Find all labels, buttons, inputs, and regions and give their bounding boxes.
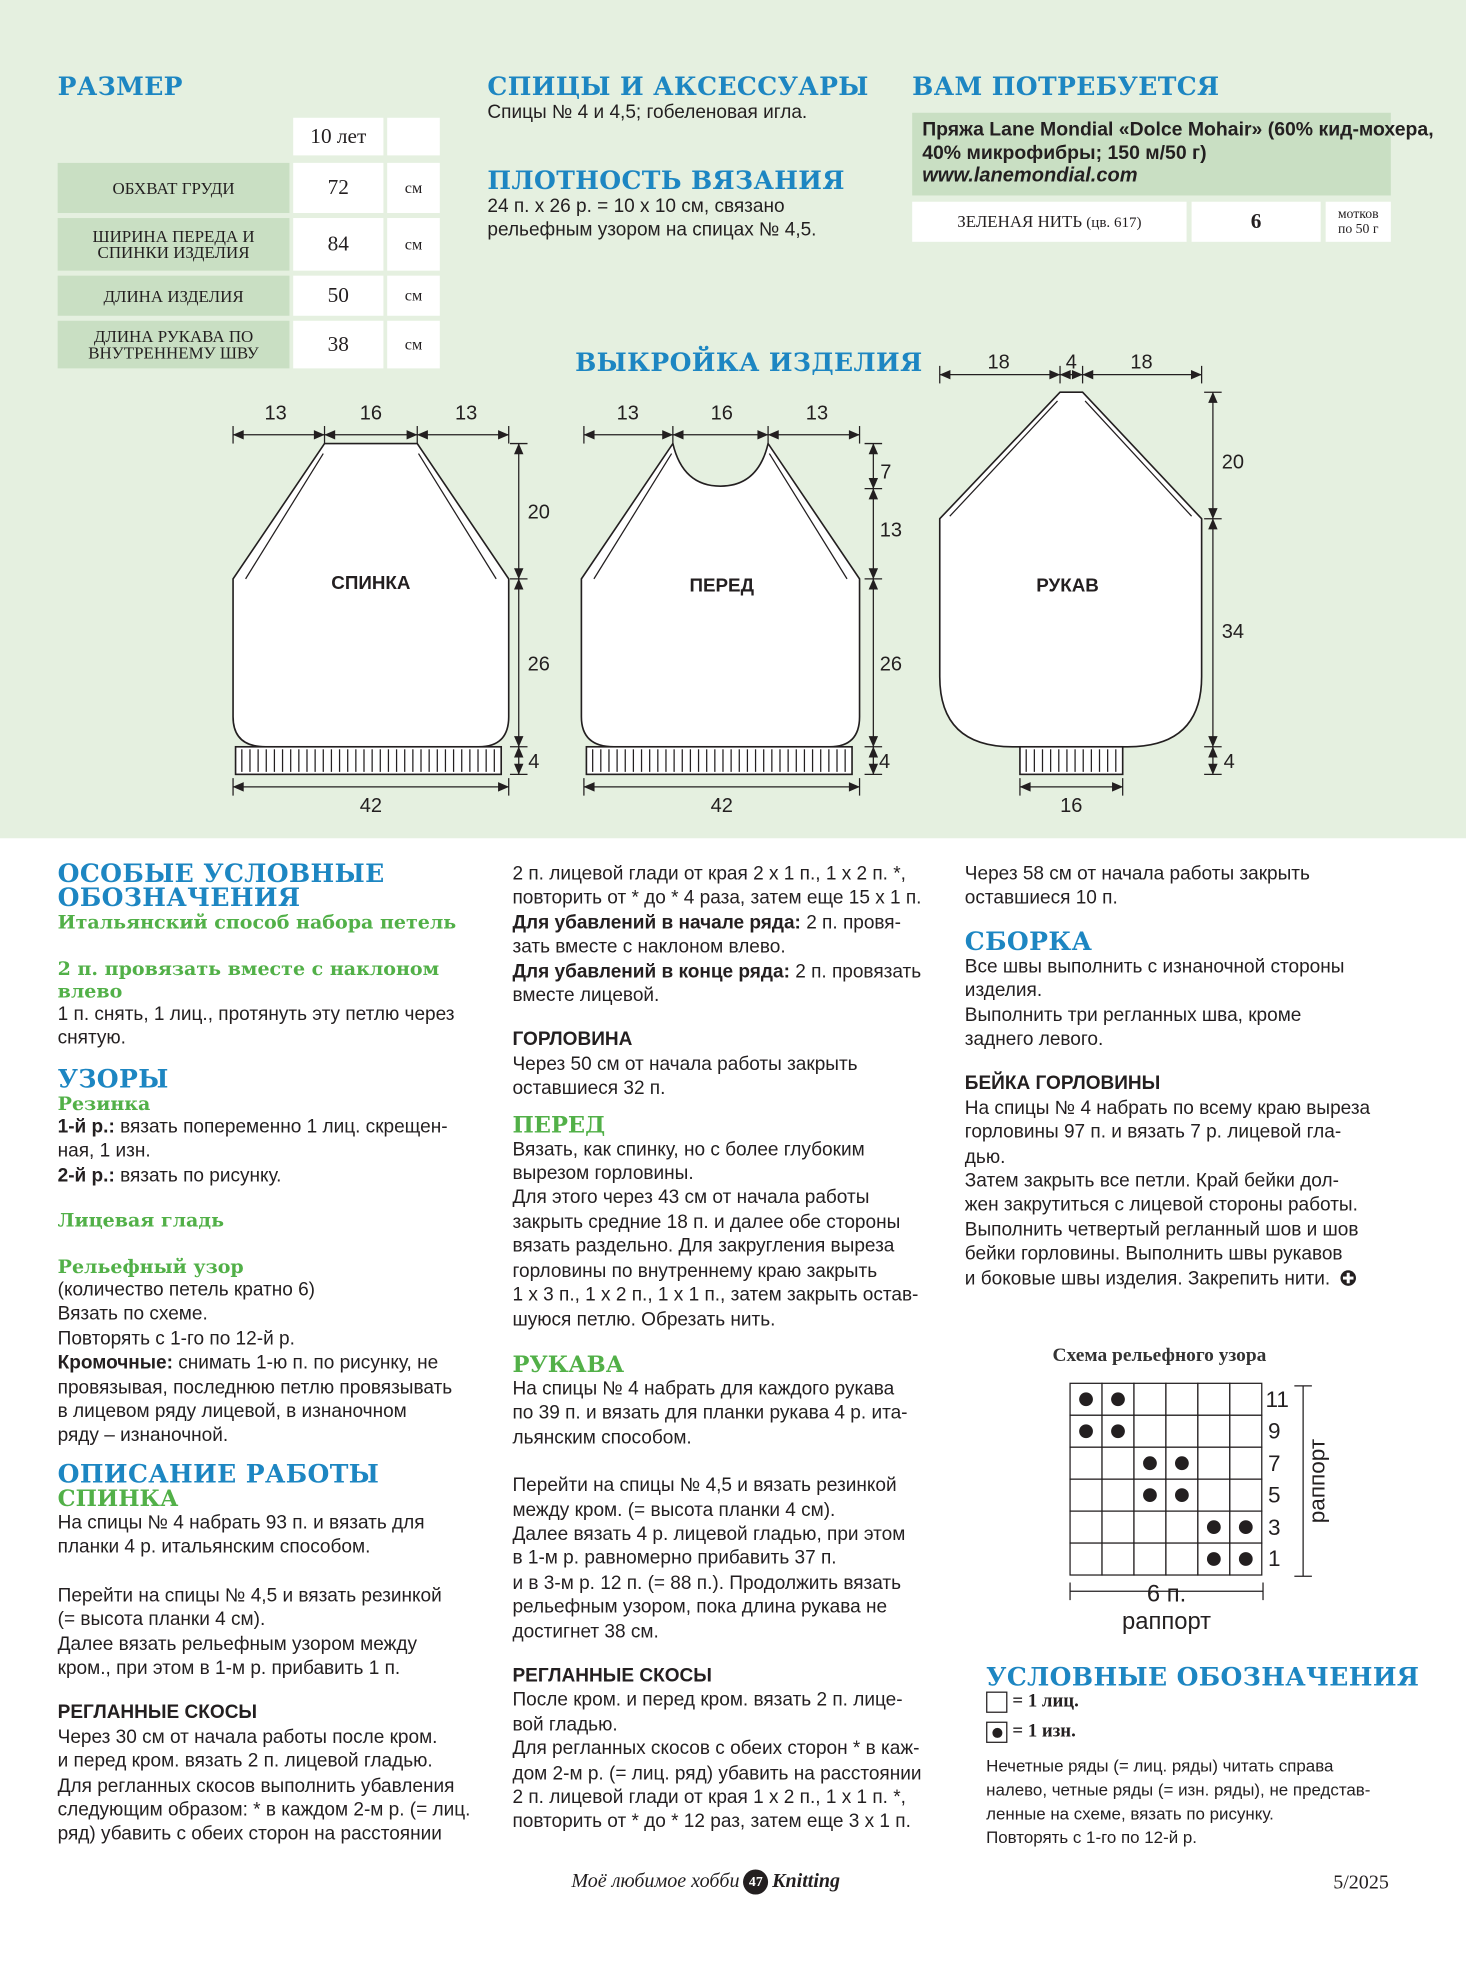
- size-row-label: ШИРИНА ПЕРЕДА И СПИНКИ ИЗДЕЛИЯ: [58, 218, 290, 271]
- size-row-value: 84: [293, 218, 383, 271]
- purl-dot: [1175, 1456, 1189, 1470]
- chart-cell: [1166, 1383, 1198, 1415]
- chart-cell: [1166, 1543, 1198, 1575]
- neck-title: ГОРЛОВИНА: [512, 1029, 633, 1051]
- column-2: [512, 862, 944, 1834]
- front-label: ПЕРЕД: [689, 574, 754, 596]
- chart-cell: [1198, 1479, 1230, 1511]
- purl-dot: [1111, 1424, 1125, 1438]
- purl-dot: [1143, 1488, 1157, 1502]
- svg-text:1: 1: [1268, 1546, 1281, 1572]
- relief-text: (количество петель кратно 6) Вязать по схеме. Повторять с 1-го по 12-й р. Кромочные: снимать 1-ю п. по рисунку, не провязывая, последнюю петлю провязывать в лицевом ряду лицевой, в изнаночном ряду – изнаночной.: [57, 1279, 453, 1447]
- front-right-4: 4: [879, 751, 891, 774]
- purl-dot: [1079, 1424, 1093, 1438]
- gauge-title: ПЛОТНОСТЬ ВЯЗАНИЯ: [487, 165, 845, 196]
- back-text-2: Перейти на спицы № 4,5 и вязать резинкой (= высота планки 4 см). Далее вязать рельефным узором между кром., при этом в 1-м р. прибавить 1 п.: [57, 1584, 442, 1679]
- column-3: [965, 862, 1404, 1291]
- work-description-title: ОПИСАНИЕ РАБОТЫ: [57, 1458, 380, 1489]
- plus-circle-icon: [1339, 1269, 1357, 1287]
- chart-cell: [1070, 1543, 1102, 1575]
- chart-cell: [1198, 1383, 1230, 1415]
- neckband-title: БЕЙКА ГОРЛОВИНЫ: [964, 1073, 1161, 1095]
- purl-dot: [1143, 1456, 1157, 1470]
- chart-cell: [1198, 1447, 1230, 1479]
- sleeve-top-left: 18: [987, 351, 1010, 374]
- legend-title: УСЛОВНЫЕ ОБОЗНАЧЕНИЯ: [986, 1661, 1420, 1692]
- back-top-right: 13: [454, 402, 478, 425]
- sleeve-label: РУКАВ: [1036, 574, 1099, 596]
- back-right-2: 26: [527, 653, 550, 676]
- chart-repeat-v-label: раппорт: [1304, 1438, 1330, 1524]
- knit-symbol-icon: [986, 1692, 1007, 1713]
- special-title: ОСОБЫЕ УСЛОВНЫЕ ОБОЗНАЧЕНИЯ: [57, 858, 385, 913]
- raglan-text-1: Через 30 см от начала работы после кром. и перед кром. вязать 2 п. лицевой гладью. Для регланных скосов выполнить убавления следующим образом: * в каждом 2-м р. (= лиц. ряд) убавить с обеих сторон на расстоянии: [57, 1726, 471, 1845]
- needles-title: СПИЦЫ И АКСЕССУАРЫ: [487, 71, 869, 102]
- purl-dot: [1175, 1488, 1189, 1502]
- sleeve-body-shape: [940, 392, 1202, 747]
- chart-cell: [1102, 1511, 1134, 1543]
- size-row-label: ДЛИНА РУКАВА ПО ВНУТРЕННЕМУ ШВУ: [58, 321, 290, 369]
- svg-text:7: 7: [1268, 1451, 1281, 1477]
- purl-dot: [1079, 1392, 1093, 1406]
- legend-knit: = 1 лиц.: [986, 1692, 1079, 1713]
- yarn-color-cell: ЗЕЛЕНАЯ НИТЬ (цв. 617): [912, 202, 1186, 242]
- sleeve-right-1: 20: [1221, 451, 1245, 474]
- purl-dot: [1207, 1552, 1221, 1566]
- front-top-mid: 16: [710, 402, 733, 425]
- sleeves-text-2: Перейти на спицы № 4,5 и вязать резинкой между кром. (= высота планки 4 см). Далее вязать 4 р. лицевой гладью, при этом в 1-м р. равномерно прибавить 37 п. и в 3-м р. 12 п. (= 88 п.). Продолжить вязать рельефным узором, пока длина рукава не достигнет 38 см.: [512, 1474, 906, 1643]
- svg-text:9: 9: [1268, 1418, 1281, 1444]
- size-row-unit: см: [387, 218, 440, 271]
- needles-text: Спицы № 4 и 4,5; гобеленовая игла.: [487, 101, 808, 123]
- sleeves-text-1: На спицы № 4 набрать для каждого рукава по 39 п. и вязать для планки рукава 4 р. ита- льянским способом.: [512, 1378, 908, 1449]
- chart-cell: [1070, 1511, 1102, 1543]
- chart-cell: [1134, 1383, 1166, 1415]
- chart-grid: [1070, 1383, 1262, 1575]
- front-text: Вязать, как спинку, но с более глубоким вырезом горловины. Для этого через 43 см от начала работы закрыть средние 18 п. и далее обе стороны вязать раздельно. Для закругления выреза горловины по внутреннему краю закрыть 1 х 3 п., 1 х 2 п., 1 х 1 п., затем закрыть остав- шуюся петлю. Обрезать нить.: [512, 1138, 919, 1331]
- sleeves-section-title: РУКАВА: [512, 1351, 625, 1379]
- yarn-box: Пряжа Lane Mondial «Dolce Mohair» (60% кид-мохера, 40% микрофибры; 150 м/50 г) www.lanemondial.com: [912, 113, 1391, 196]
- chart-cell: [1230, 1415, 1262, 1447]
- raglan-text-2: После кром. и перед кром. вязать 2 п. лице- вой гладью. Для регланных скосов с обеих сторон * в каж- дом 2-м р. (= лиц. ряд) убавить на расстоянии 2 п. лицевой глади от края 1 х 2 п., 1 х 1 п. *, повторить от * до * 12 раз, затем еще 3 х 1 п.: [512, 1689, 922, 1833]
- legend-purl: = 1 изн.: [986, 1722, 1076, 1743]
- size-row-value: 38: [293, 321, 383, 369]
- chart-cell: [1166, 1415, 1198, 1447]
- chart-cell: [1102, 1479, 1134, 1511]
- back-bottom: 42: [359, 794, 383, 817]
- chart-cell: [1102, 1447, 1134, 1479]
- sleeve-top-mid: 4: [1065, 351, 1077, 374]
- italian-cast-on-title: Итальянский способ набора петель: [57, 910, 457, 934]
- purl-dot: [1239, 1520, 1253, 1534]
- front-section-title: ПЕРЕД: [512, 1112, 606, 1139]
- size-row-label: ДЛИНА ИЗДЕЛИЯ: [58, 276, 290, 316]
- yarn-unit-cell: мотков по 50 г: [1326, 202, 1391, 242]
- chart-cell: [1134, 1543, 1166, 1575]
- purl-symbol-icon: [986, 1722, 1007, 1743]
- back-body-shape: [233, 444, 509, 747]
- back-top-left: 13: [264, 402, 287, 425]
- footer-brand: Моё любимое хобби 47 Knitting: [571, 1869, 840, 1894]
- size-title: РАЗМЕР: [57, 71, 183, 102]
- stockinette-title: Лицевая гладь: [57, 1209, 224, 1232]
- size-row-value: 72: [293, 163, 383, 213]
- gauge-text: 24 п. х 26 р. = 10 х 10 см, связано рельефным узором на спицах № 4,5.: [487, 195, 817, 242]
- size-row-unit: см: [387, 163, 440, 213]
- size-row-label: ОБХВАТ ГРУДИ: [58, 163, 290, 213]
- front-top-left: 13: [616, 402, 639, 425]
- front-right-3: 26: [879, 653, 903, 676]
- chart-cell: [1070, 1447, 1102, 1479]
- issue-number: 5/2025: [1333, 1871, 1389, 1894]
- materials-title: ВАМ ПОТРЕБУЕТСЯ: [912, 71, 1220, 102]
- relief-chart: [1053, 1373, 1341, 1642]
- size-row-unit: см: [387, 321, 440, 369]
- chart-repeat-h-label: раппорт: [1121, 1607, 1212, 1635]
- front-right-1: 7: [880, 461, 892, 484]
- raglan-title-2: РЕГЛАННЫЕ СКОСЫ: [512, 1665, 712, 1687]
- back-right-1: 20: [527, 501, 550, 524]
- assembly-text: Все швы выполнить с изнаночной стороны изделия. Выполнить три регланных шва, кроме заднего левого.: [964, 955, 1345, 1051]
- col2-cont-text: 2 п. лицевой глади от края 2 х 1 п., 1 х 2 п. *, повторить от * до * 4 раза, затем еще 15 х 1 п. Для убавлений в начале ряда: 2 п. провя- зать вместе с наклоном влево. Для убавлений в конце ряда: 2 п. провязать вместе лицевой.: [512, 863, 922, 1007]
- back-text-1: На спицы № 4 набрать 93 п. и вязать для планки 4 р. итальянским способом.: [57, 1512, 425, 1558]
- patterns-title: УЗОРЫ: [57, 1063, 169, 1094]
- svg-text:3: 3: [1268, 1514, 1281, 1540]
- chart-cell: [1198, 1415, 1230, 1447]
- back-section-title: СПИНКА: [57, 1485, 179, 1513]
- relief-title: Рельефный узор: [57, 1255, 244, 1279]
- chart-cell: [1070, 1479, 1102, 1511]
- chart-cell: [1166, 1511, 1198, 1543]
- page-number-badge: 47: [743, 1869, 768, 1894]
- relief-chart-title: Схема рельефного узора: [1052, 1344, 1267, 1366]
- front-top-right: 13: [805, 402, 829, 425]
- size-row-unit: см: [387, 276, 440, 316]
- yarn-qty-cell: 6: [1192, 202, 1321, 242]
- front-bottom: 42: [710, 794, 733, 817]
- rib-title: Резинка: [57, 1092, 151, 1115]
- legend-note: Нечетные ряды (= лиц. ряды) читать справа налево, четные ряды (= изн. ряды), не представ- ленные на схеме, вязать по рисунку. Повторять с 1-го по 12-й р.: [986, 1756, 1371, 1847]
- chart-cell: [1134, 1415, 1166, 1447]
- k2tog-text: 1 п. снять, 1 лиц., протянуть эту петлю через снятую.: [57, 1003, 455, 1050]
- neck-text: Через 50 см от начала работы закрыть оставшиеся 32 п.: [512, 1053, 858, 1100]
- yarn-url: www.lanemondial.com: [922, 165, 1138, 187]
- pattern-schematics: [0, 0, 1466, 838]
- chart-cell: [1230, 1479, 1262, 1511]
- assembly-title: СБОРКА: [964, 925, 1093, 956]
- back-top-mid: 16: [359, 402, 383, 425]
- chart-row-numbers: [1266, 1387, 1289, 1571]
- size-age-cell: 10 лет: [293, 118, 383, 156]
- svg-text:5: 5: [1268, 1482, 1281, 1508]
- raglan-title-1: РЕГЛАННЫЕ СКОСЫ: [57, 1701, 258, 1724]
- chart-cell: [1134, 1511, 1166, 1543]
- back-right-3: 4: [528, 751, 540, 774]
- rib-text: 1-й р.: вязать попеременно 1 лиц. скрещен- ная, 1 изн. 2-й р.: вязать по рисунку.: [57, 1116, 448, 1187]
- back-label: СПИНКА: [331, 571, 411, 593]
- chart-cell: [1102, 1543, 1134, 1575]
- purl-dot: [1207, 1520, 1221, 1534]
- sleeve-right-2: 34: [1221, 620, 1245, 643]
- col3-cont-text: Через 58 см от начала работы закрыть оставшиеся 10 п.: [964, 863, 1310, 909]
- purl-dot: [1239, 1552, 1253, 1566]
- front-right-2: 13: [879, 519, 903, 542]
- chart-repeat-count: 6 п.: [1146, 1580, 1187, 1608]
- purl-dot: [1111, 1392, 1125, 1406]
- k2tog-title: 2 п. провязать вместе с наклоном влево: [57, 957, 440, 1003]
- sleeve-top-right: 18: [1130, 351, 1153, 374]
- size-row-value: 50: [293, 276, 383, 316]
- sleeve-right-3: 4: [1223, 751, 1235, 774]
- neckband-text: На спицы № 4 набрать по всему краю выреза горловины 97 п. и вязать 7 р. лицевой гла- дью. Затем закрыть все петли. Край бейки дол- жен закрутиться с лицевой стороны работы. Выполнить четвертый регланный шов и шов бейки горловины. Выполнить швы рукавов и боковые швы изделия. Закрепить нити.: [964, 1097, 1371, 1289]
- chart-cell: [1230, 1447, 1262, 1479]
- svg-text:11: 11: [1265, 1387, 1289, 1413]
- pattern-title: ВЫКРОЙКА ИЗДЕЛИЯ: [575, 347, 923, 378]
- column-1: [57, 858, 484, 1847]
- sleeve-bottom: 16: [1060, 794, 1083, 817]
- chart-cell: [1230, 1383, 1262, 1415]
